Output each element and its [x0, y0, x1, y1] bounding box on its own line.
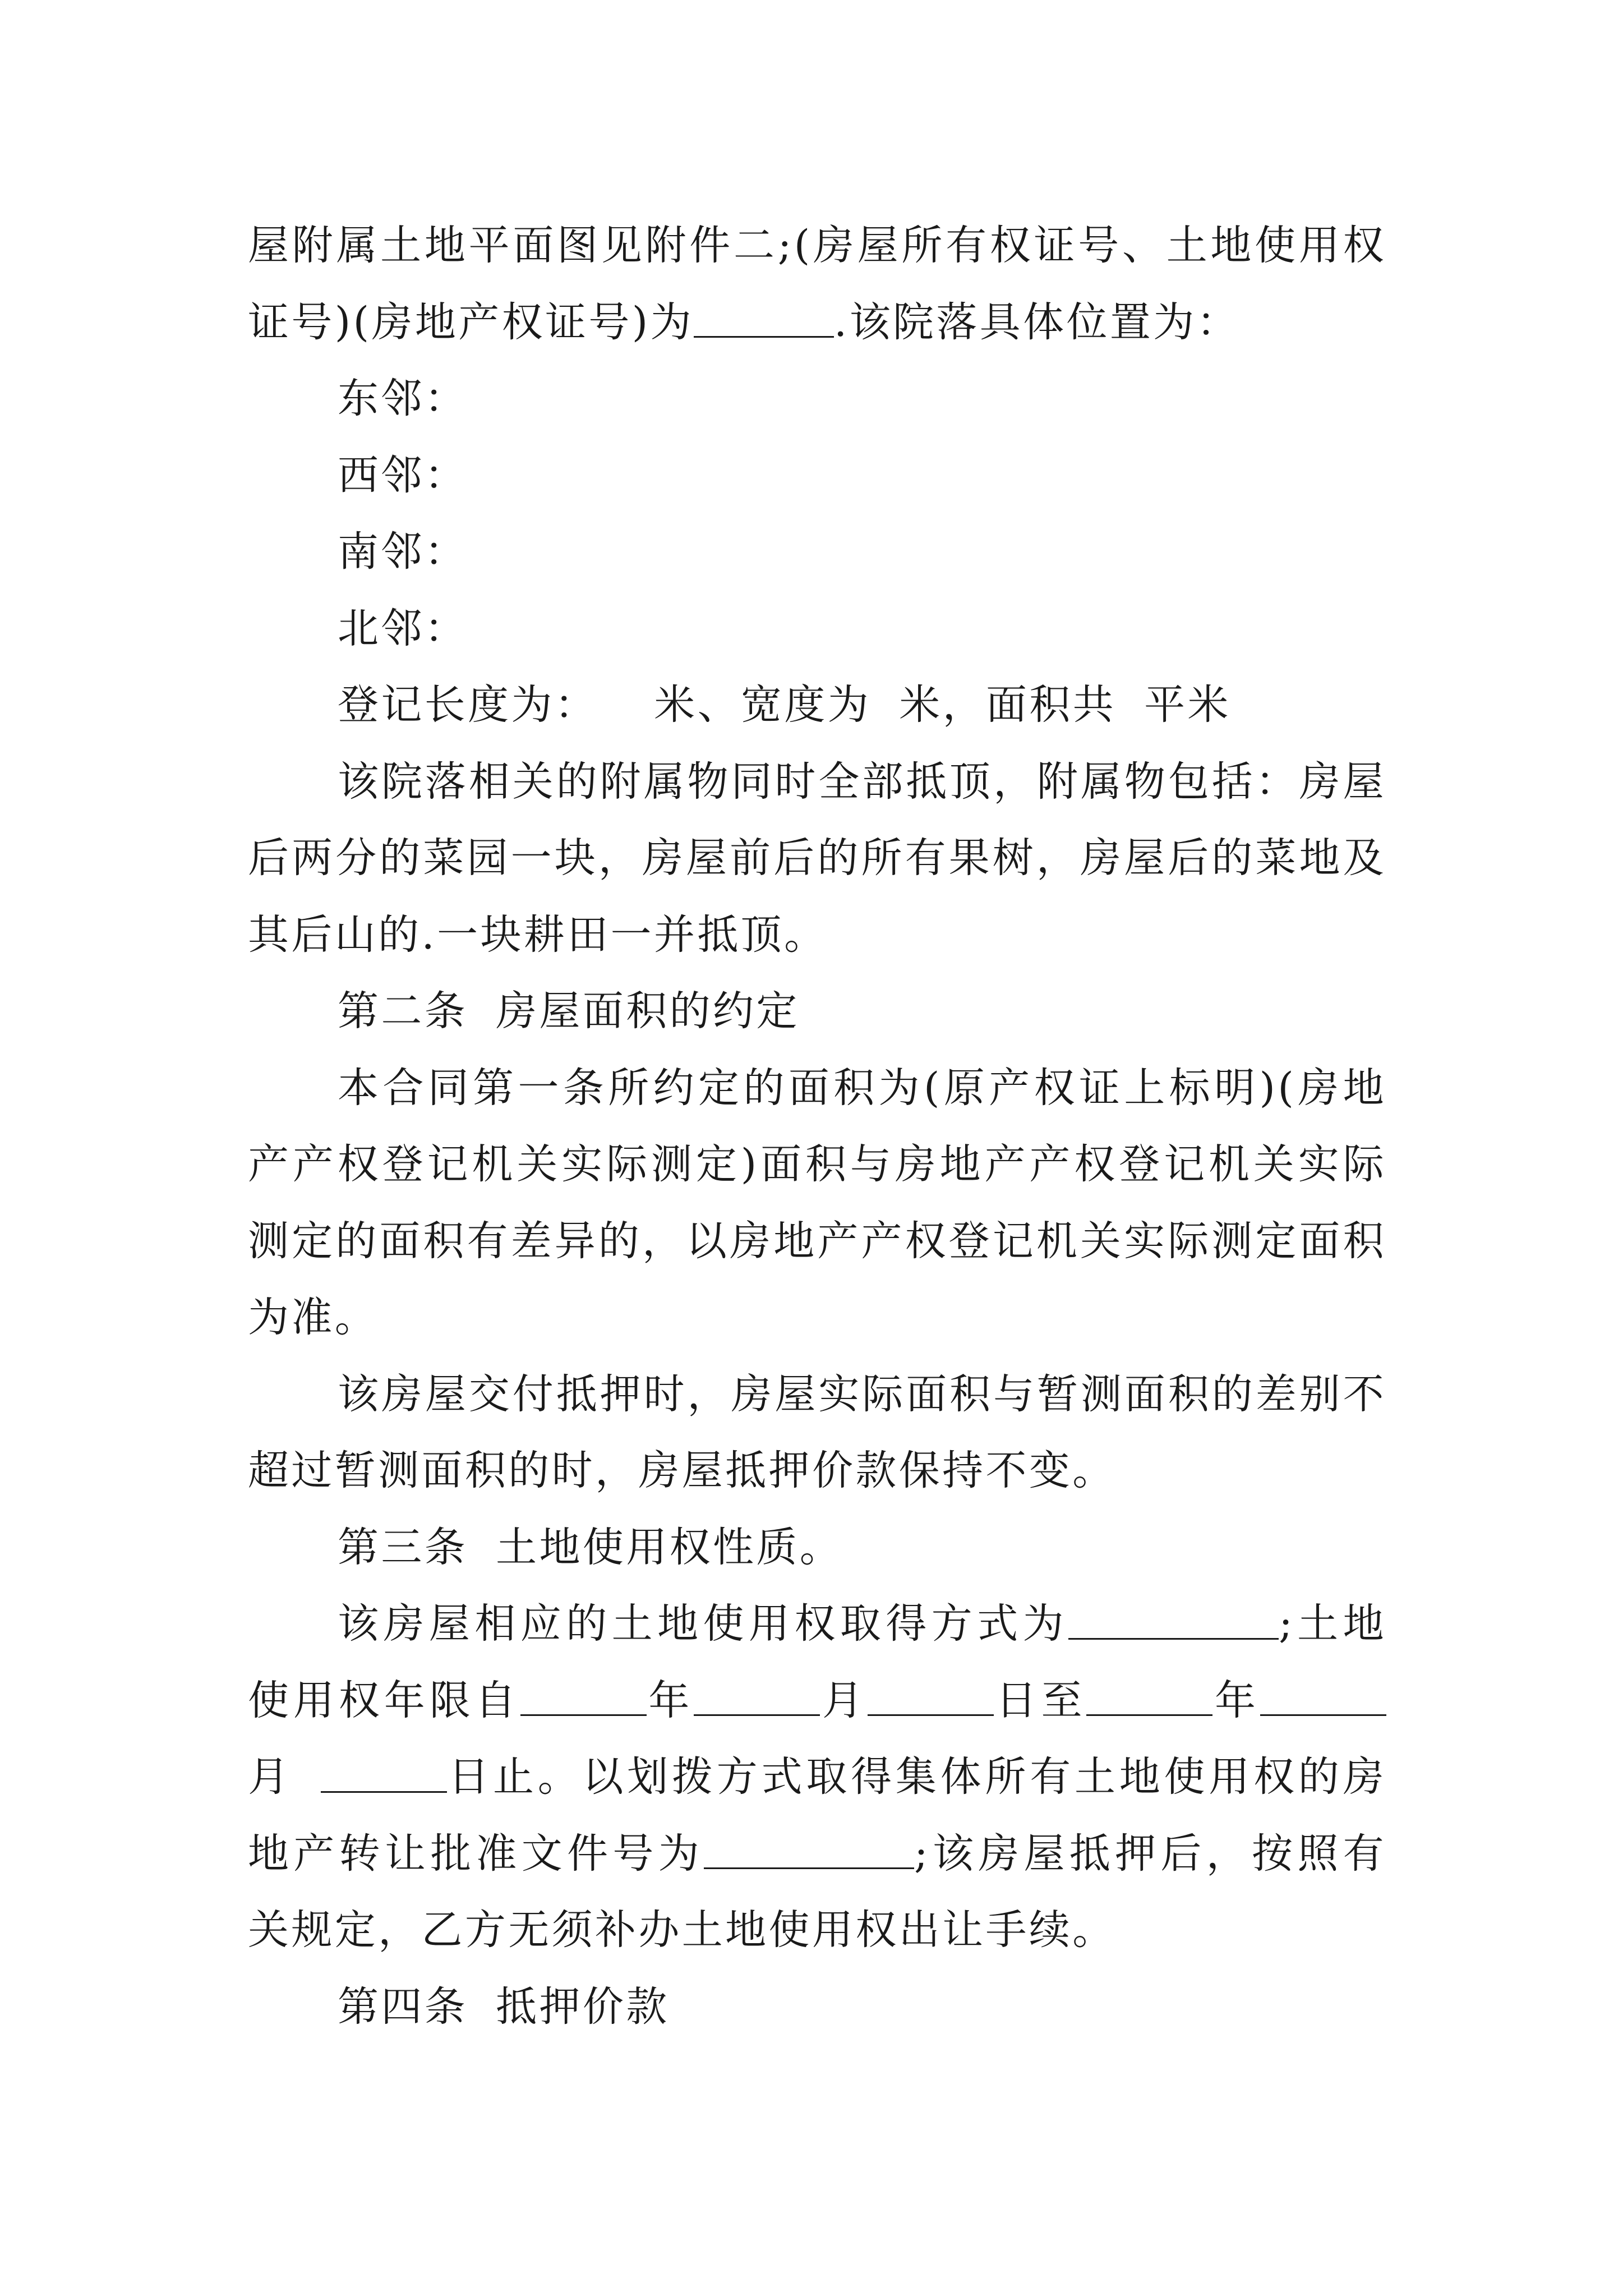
article-title: 抵押价款 — [496, 1982, 670, 2031]
fill-in-blank — [321, 1752, 447, 1792]
east-neighbor-label: 东邻： — [338, 375, 468, 422]
article-title: 土地使用权性质。 — [496, 1523, 843, 1571]
text-segment: 地产转让批准文件号为 — [248, 1829, 704, 1878]
text-segment: 本合同第一条所约定的面积为(原产权证上标明)(房地 — [338, 1064, 1386, 1112]
text-segment: 产产权登记机关实际测定)面积与房地产产权登记机关实际 — [248, 1140, 1386, 1188]
section-heading — [248, 973, 1386, 1050]
text-segment: 其后山的.一块耕田一并抵顶。 — [248, 910, 828, 959]
text-segment: ;该房屋抵押后，按照有 — [914, 1829, 1386, 1878]
text-segment: 日止。以划拨方式取得集体所有土地使用权的房 — [446, 1753, 1386, 1801]
text-line — [248, 667, 1386, 744]
text-segment: 测定的面积有差异的，以房地产产权登记机关实际测定面积 — [248, 1217, 1386, 1265]
text-segment: 年 — [1212, 1676, 1261, 1724]
text-line — [248, 1126, 1386, 1203]
text-segment: 该院落相关的附属物同时全部抵顶，附属物包括：房屋 — [338, 757, 1386, 806]
fill-in-blank — [1260, 1676, 1386, 1716]
west-neighbor-label: 西邻： — [338, 451, 468, 499]
text-line — [248, 1203, 1386, 1280]
fill-in-blank — [868, 1676, 994, 1716]
section-heading — [248, 1969, 1386, 2046]
text-segment: 月 — [248, 1753, 293, 1801]
text-line — [248, 744, 1386, 821]
text-segment: 该房屋交付抵押时，房屋实际面积与暂测面积的差别不 — [338, 1370, 1386, 1418]
text-line — [248, 361, 1386, 438]
text-line — [248, 1356, 1386, 1433]
article-title: 房屋面积的约定 — [496, 987, 800, 1035]
text-segment: 使用权年限自 — [248, 1676, 520, 1724]
fill-in-blank — [694, 1676, 820, 1716]
fill-in-blank — [694, 297, 834, 338]
article-number: 第二条 — [338, 987, 468, 1035]
text-segment: 证号)(房地产权证号)为 — [248, 298, 694, 346]
fill-in-blank — [1068, 1599, 1279, 1639]
text-segment: .该院落具体位置为： — [834, 298, 1241, 346]
text-line — [248, 1280, 1386, 1356]
text-line — [248, 208, 1386, 284]
fill-in-blank — [704, 1829, 914, 1869]
text-segment: 为准。 — [248, 1294, 379, 1341]
text-segment: 米，面积共 — [899, 681, 1117, 729]
text-line — [248, 1050, 1386, 1127]
text-line — [248, 1663, 1386, 1740]
text-segment: 该房屋相应的土地使用权取得方式为 — [338, 1600, 1069, 1648]
text-segment: 后两分的菜园一块，房屋前后的所有果树，房屋后的菜地及 — [248, 834, 1386, 882]
south-neighbor-label: 南邻： — [338, 528, 468, 576]
text-segment: 月 — [820, 1676, 868, 1724]
north-neighbor-label: 北邻： — [338, 604, 468, 652]
text-line — [248, 897, 1386, 974]
text-segment: ;土地 — [1279, 1600, 1386, 1648]
text-segment: 日至 — [993, 1676, 1087, 1724]
article-number: 第四条 — [338, 1982, 468, 2031]
text-line — [248, 820, 1386, 897]
fill-in-blank — [520, 1676, 647, 1716]
text-line — [248, 284, 1386, 361]
text-segment: 平米 — [1144, 681, 1231, 729]
section-heading — [248, 1510, 1386, 1586]
text-segment: 超过暂测面积的时，房屋抵押价款保持不变。 — [248, 1447, 1116, 1494]
fill-in-blank — [1086, 1676, 1212, 1716]
text-line — [248, 1586, 1386, 1663]
text-segment: 登记长度为： — [338, 681, 598, 729]
text-segment: 关规定，乙方无须补办土地使用权出让手续。 — [248, 1906, 1116, 1954]
text-segment: 屋附属土地平面图见附件二;(房屋所有权证号、土地使用权 — [248, 222, 1386, 269]
text-line — [248, 591, 1386, 668]
text-line — [248, 514, 1386, 591]
text-line — [248, 1816, 1386, 1893]
text-line — [248, 1739, 1386, 1816]
text-line — [248, 438, 1386, 514]
text-segment: 米、宽度为 — [654, 681, 872, 729]
text-segment: 年 — [646, 1676, 694, 1724]
text-line — [248, 1433, 1386, 1510]
article-number: 第三条 — [338, 1523, 468, 1571]
text-line — [248, 1892, 1386, 1969]
contract-body-text — [248, 208, 1386, 2045]
